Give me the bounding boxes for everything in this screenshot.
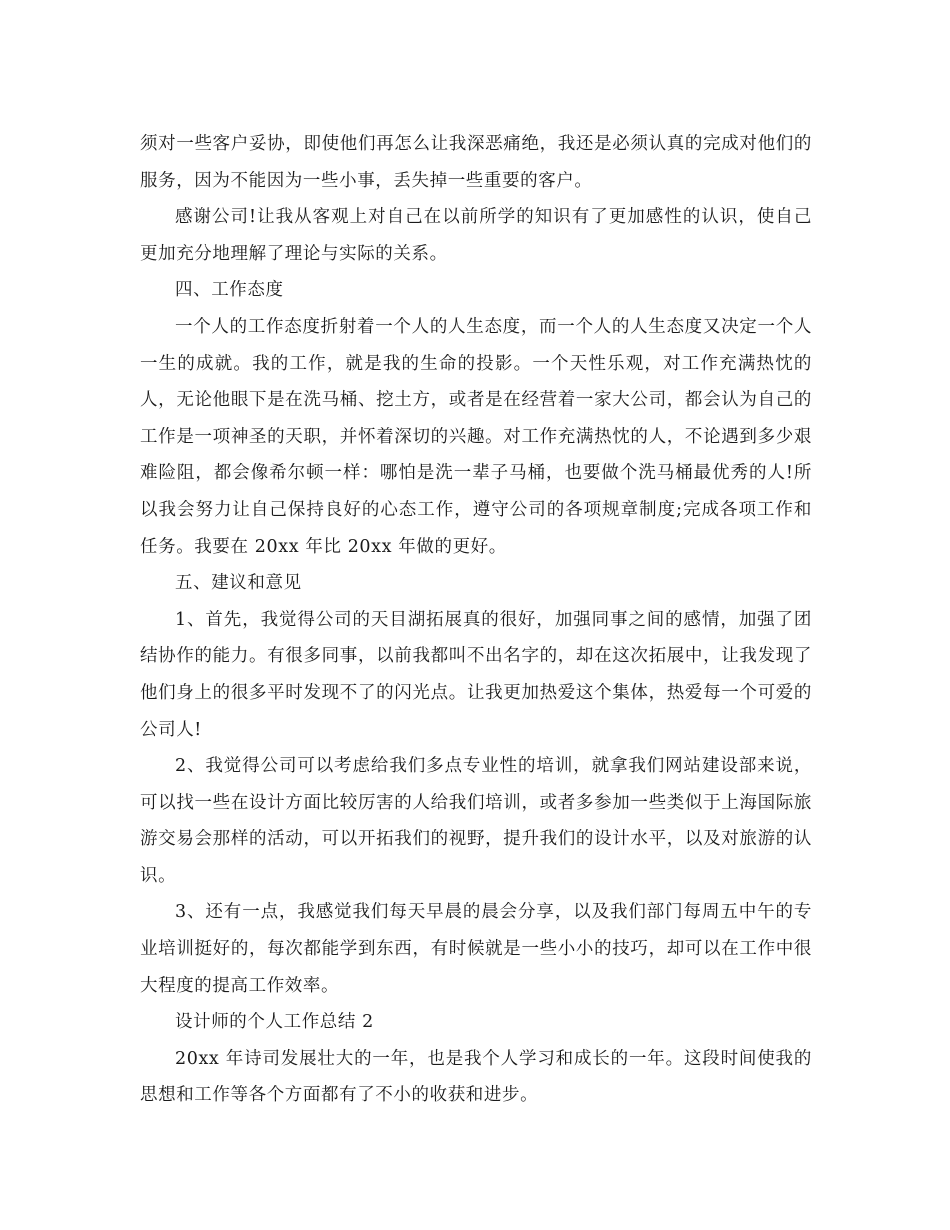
- section-heading-suggestions: 五、建议和意见: [175, 573, 302, 594]
- paragraph-suggestion-3: 3、还有一点，我感觉我们每天早晨的晨会分享，以及我们部门每周五中午的专业培训挺好的，每次都能学到东西，有时候就是一些小小的技巧，却可以在工作中很大程度的提高工作效率。: [140, 902, 812, 996]
- paragraph-client-service: 须对一些客户妥协，即使他们再怎么让我深恶痛绝，我还是必须认真的完成对他们的服务，因为不能因为一些小事，丢失掉一些重要的客户。: [140, 134, 812, 191]
- paragraph-work-attitude: 一个人的工作态度折射着一个人的人生态度，而一个人的人生态度又决定一个人一生的成就。我的工作，就是我的生命的投影。一个天性乐观，对工作充满热忱的人，无论他眼下是在洗马桶、挖土方，或者是在经营着一家大公司，都会认为自己的工作是一项神圣的天职，并怀着深切的兴趣。对工作充满热忱的人，不论遇到多少艰难险阻，都会像希尔顿一样：哪怕是洗一辈子马桶，也要做个洗马桶最优秀的人!所以我会努力让自己保持良好的心态工作，遵守公司的各项规章制度;完成各项工作和任务。我要在 20xx 年比 20xx 年做的更好。: [140, 316, 812, 557]
- paragraph-summary-2-intro: 20xx 年诗司发展壮大的一年，也是我个人学习和成长的一年。这段时间使我的思想和工作等各个方面都有了不小的收获和进步。: [140, 1048, 812, 1106]
- section-heading-work-attitude: 四、工作态度: [175, 280, 284, 301]
- document-body: [140, 126, 812, 1114]
- paragraph-suggestion-2: 2、我觉得公司可以考虑给我们多点专业性的培训，就拿我们网站建设部来说，可以找一些在设计方面比较厉害的人给我们培训，或者多参加一些类似于上海国际旅游交易会那样的活动，可以开拓我们的视野，提升我们的设计水平，以及对旅游的认识。: [140, 756, 812, 886]
- paragraph-thanks-company: 感谢公司!让我从客观上对自己在以前所学的知识有了更加感性的认识，使自己更加充分地理解了理论与实际的关系。: [140, 207, 812, 264]
- section-heading-summary-2: 设计师的个人工作总结 2: [175, 1012, 374, 1033]
- paragraph-suggestion-1: 1、首先，我觉得公司的天目湖拓展真的很好，加强同事之间的感情，加强了团结协作的能力。有很多同事，以前我都叫不出名字的，却在这次拓展中，让我发现了他们身上的很多平时发现不了的闪光点。让我更加热爱这个集体，热爱每一个可爱的公司人!: [140, 609, 812, 740]
